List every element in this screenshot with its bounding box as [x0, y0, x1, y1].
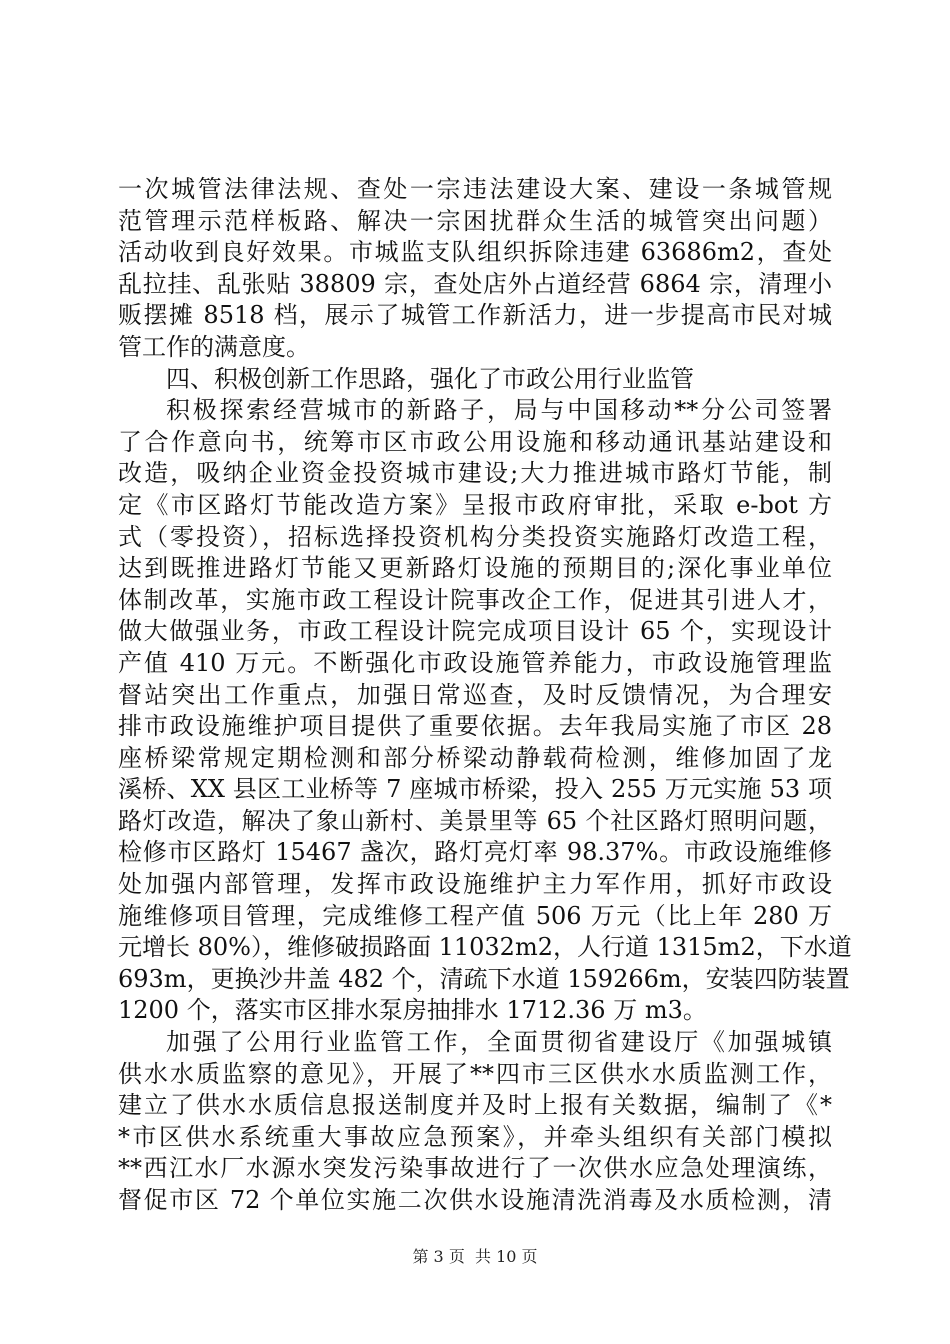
text-line: 了合作意向书，统筹市区市政公用设施和移动通讯基站建设和 [118, 427, 832, 456]
text-line: 督站突出工作重点，加强日常巡查，及时反馈情况，为合理安 [118, 680, 832, 709]
text-line: 体制改革，实施市政工程设计院事改企工作，促进其引进人才， [118, 585, 832, 614]
paragraph [118, 395, 852, 1027]
text-line: 督促市区 72 个单位实施二次供水设施清洗消毒及水质检测，清 [118, 1186, 832, 1214]
paragraph [118, 174, 832, 364]
text-line: 做大做强业务，市政工程设计院完成项目设计 65 个，实现设计 [118, 617, 832, 646]
text-line: 施维修项目管理，完成维修工程产值 506 万元（比上年 280 万 [118, 901, 832, 930]
text-line: 范管理示范样板路、解决一宗困扰群众生活的城管突出问题） [118, 206, 832, 235]
text-line: 供水水质监察的意见》，开展了**四市三区供水水质监测工作， [118, 1059, 832, 1088]
text-line: 积极探索经营城市的新路子，局与中国移动**分公司签署 [166, 396, 832, 425]
text-line: 排市政设施维护项目提供了重要依据。去年我局实施了市区 28 [118, 712, 832, 741]
text-line: 处加强内部管理，发挥市政设施维护主力军作用，抓好市政设 [118, 870, 832, 899]
text-line: 一次城管法律法规、查处一宗违法建设大案、建设一条城管规 [118, 175, 832, 203]
text-line: **西江水厂水源水突发污染事故进行了一次供水应急处理演练， [118, 1154, 832, 1183]
heading-line: 四、积极创新工作思路，强化了市政公用行业监管 [166, 364, 694, 393]
text-line: 改造，吸纳企业资金投资城市建设;大力推进城市路灯节能，制 [118, 459, 832, 488]
text-line: 管工作的满意度。 [118, 332, 310, 361]
text-line: 乱拉挂、乱张贴 38809 宗，查处店外占道经营 6864 宗，清理小 [118, 269, 832, 298]
text-line: 式（零投资），招标选择投资机构分类投资实施路灯改造工程， [118, 522, 832, 551]
section-heading [118, 364, 832, 396]
text-line: 元增长 80%），维修破损路面 11032m2，人行道 1315m2，下水道 [118, 933, 852, 962]
document-body [118, 174, 852, 1217]
text-line: 检修市区路灯 15467 盏次，路灯亮灯率 98.37%。市政设施维修 [118, 838, 832, 867]
text-line: 座桥梁常规定期检测和部分桥梁动静载荷检测，维修加固了龙 [118, 743, 832, 772]
text-line: 加强了公用行业监管工作，全面贯彻省建设厅《加强城镇 [166, 1028, 832, 1057]
text-line: 693m，更换沙井盖 482 个，清疏下水道 159266m，安装四防装置 [118, 964, 850, 993]
text-line: 建立了供水水质信息报送制度并及时上报有关数据，编制了《* [118, 1091, 832, 1120]
text-line: 达到既推进路灯节能又更新路灯设施的预期目的;深化事业单位 [118, 554, 832, 583]
text-line: *市区供水系统重大事故应急预案》，并牵头组织有关部门模拟 [118, 1122, 832, 1151]
text-line: 溪桥、XX 县区工业桥等 7 座城市桥梁，投入 255 万元实施 53 项 [118, 775, 832, 804]
text-line: 定《市区路灯节能改造方案》呈报市政府审批，采取 e-bot 方 [118, 490, 832, 519]
page-number: 第 3 页 共 10 页 [412, 1247, 538, 1266]
paragraph [118, 1027, 832, 1217]
text-line: 产值 410 万元。不断强化市政设施管养能力，市政设施管理监 [118, 648, 832, 677]
text-line: 路灯改造，解决了象山新村、美景里等 65 个社区路灯照明问题， [118, 806, 832, 835]
text-line: 1200 个，落实市区排水泵房抽排水 1712.36 万 m3。 [118, 996, 707, 1025]
text-line: 活动收到良好效果。市城监支队组织拆除违建 63686m2，查处 [118, 238, 832, 267]
text-line: 贩摆摊 8518 档，展示了城管工作新活力，进一步提高市民对城 [118, 301, 832, 330]
page-footer [0, 1244, 950, 1267]
